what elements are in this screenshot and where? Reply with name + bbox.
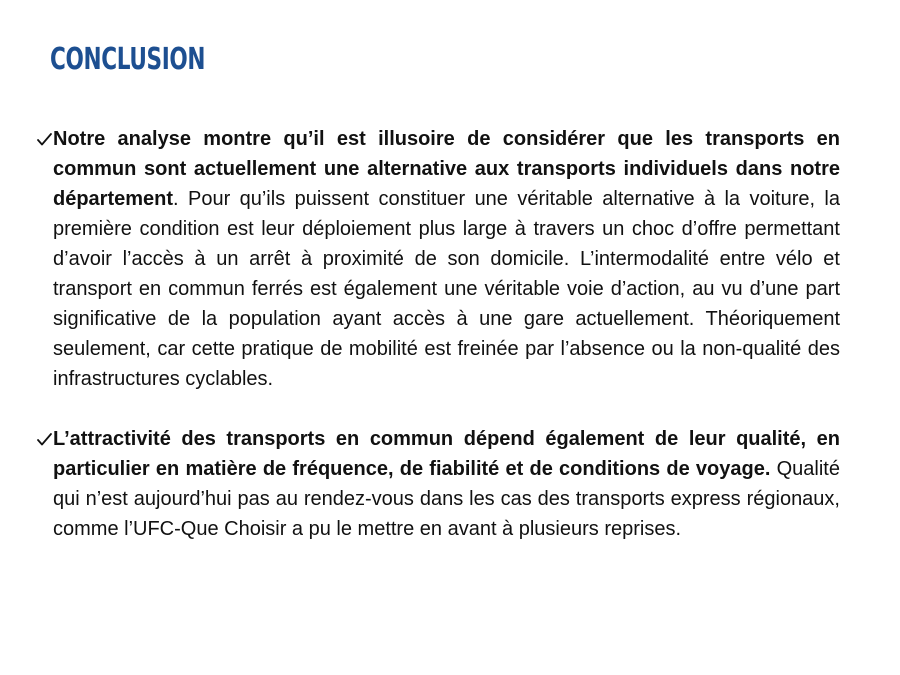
bullet-2-bold-text: L’attractivité des transports en commun dépend également de leur qualité, en particulier en matière de fréquence, de fiabilité et de conditions de voyage. xyxy=(53,428,840,480)
bullet-2-text: Qualité qui n’est aujourd’hui pas au rendez-vous dans les cas des transports express régionaux, comme l’UFC-Que Choisir a pu le mettre en avant à plusieurs reprises. xyxy=(53,458,840,540)
bullet-1-text: . Pour qu’ils puissent constituer une véritable alternative à la voiture, la première condition est leur déploiement plus large à travers un choc d’offre permettant d’avoir l’accès à un arrêt à proximité de son domicile. L’intermodalité entre vélo et transport en commun ferrés est également une véritable voie d’action, au vu d’une part significative de la population ayant accès à une gare actuellement. Théoriquement seulement, car cette pratique de mobilité est freinée par l’absence ou la non-qualité des infrastructures cyclables. xyxy=(53,188,840,390)
bullet-1-bold-text: Notre analyse montre qu’il est illusoire de considérer que les transports en commun sont actuellement une alternative aux transports individuels dans notre département xyxy=(53,128,840,210)
check-icon xyxy=(36,424,54,454)
page-title: CONCLUSION xyxy=(50,42,206,77)
check-icon xyxy=(36,124,54,154)
bullet-point-2 xyxy=(36,424,840,544)
bullet-point-1 xyxy=(36,124,840,394)
conclusion-body xyxy=(36,124,840,544)
